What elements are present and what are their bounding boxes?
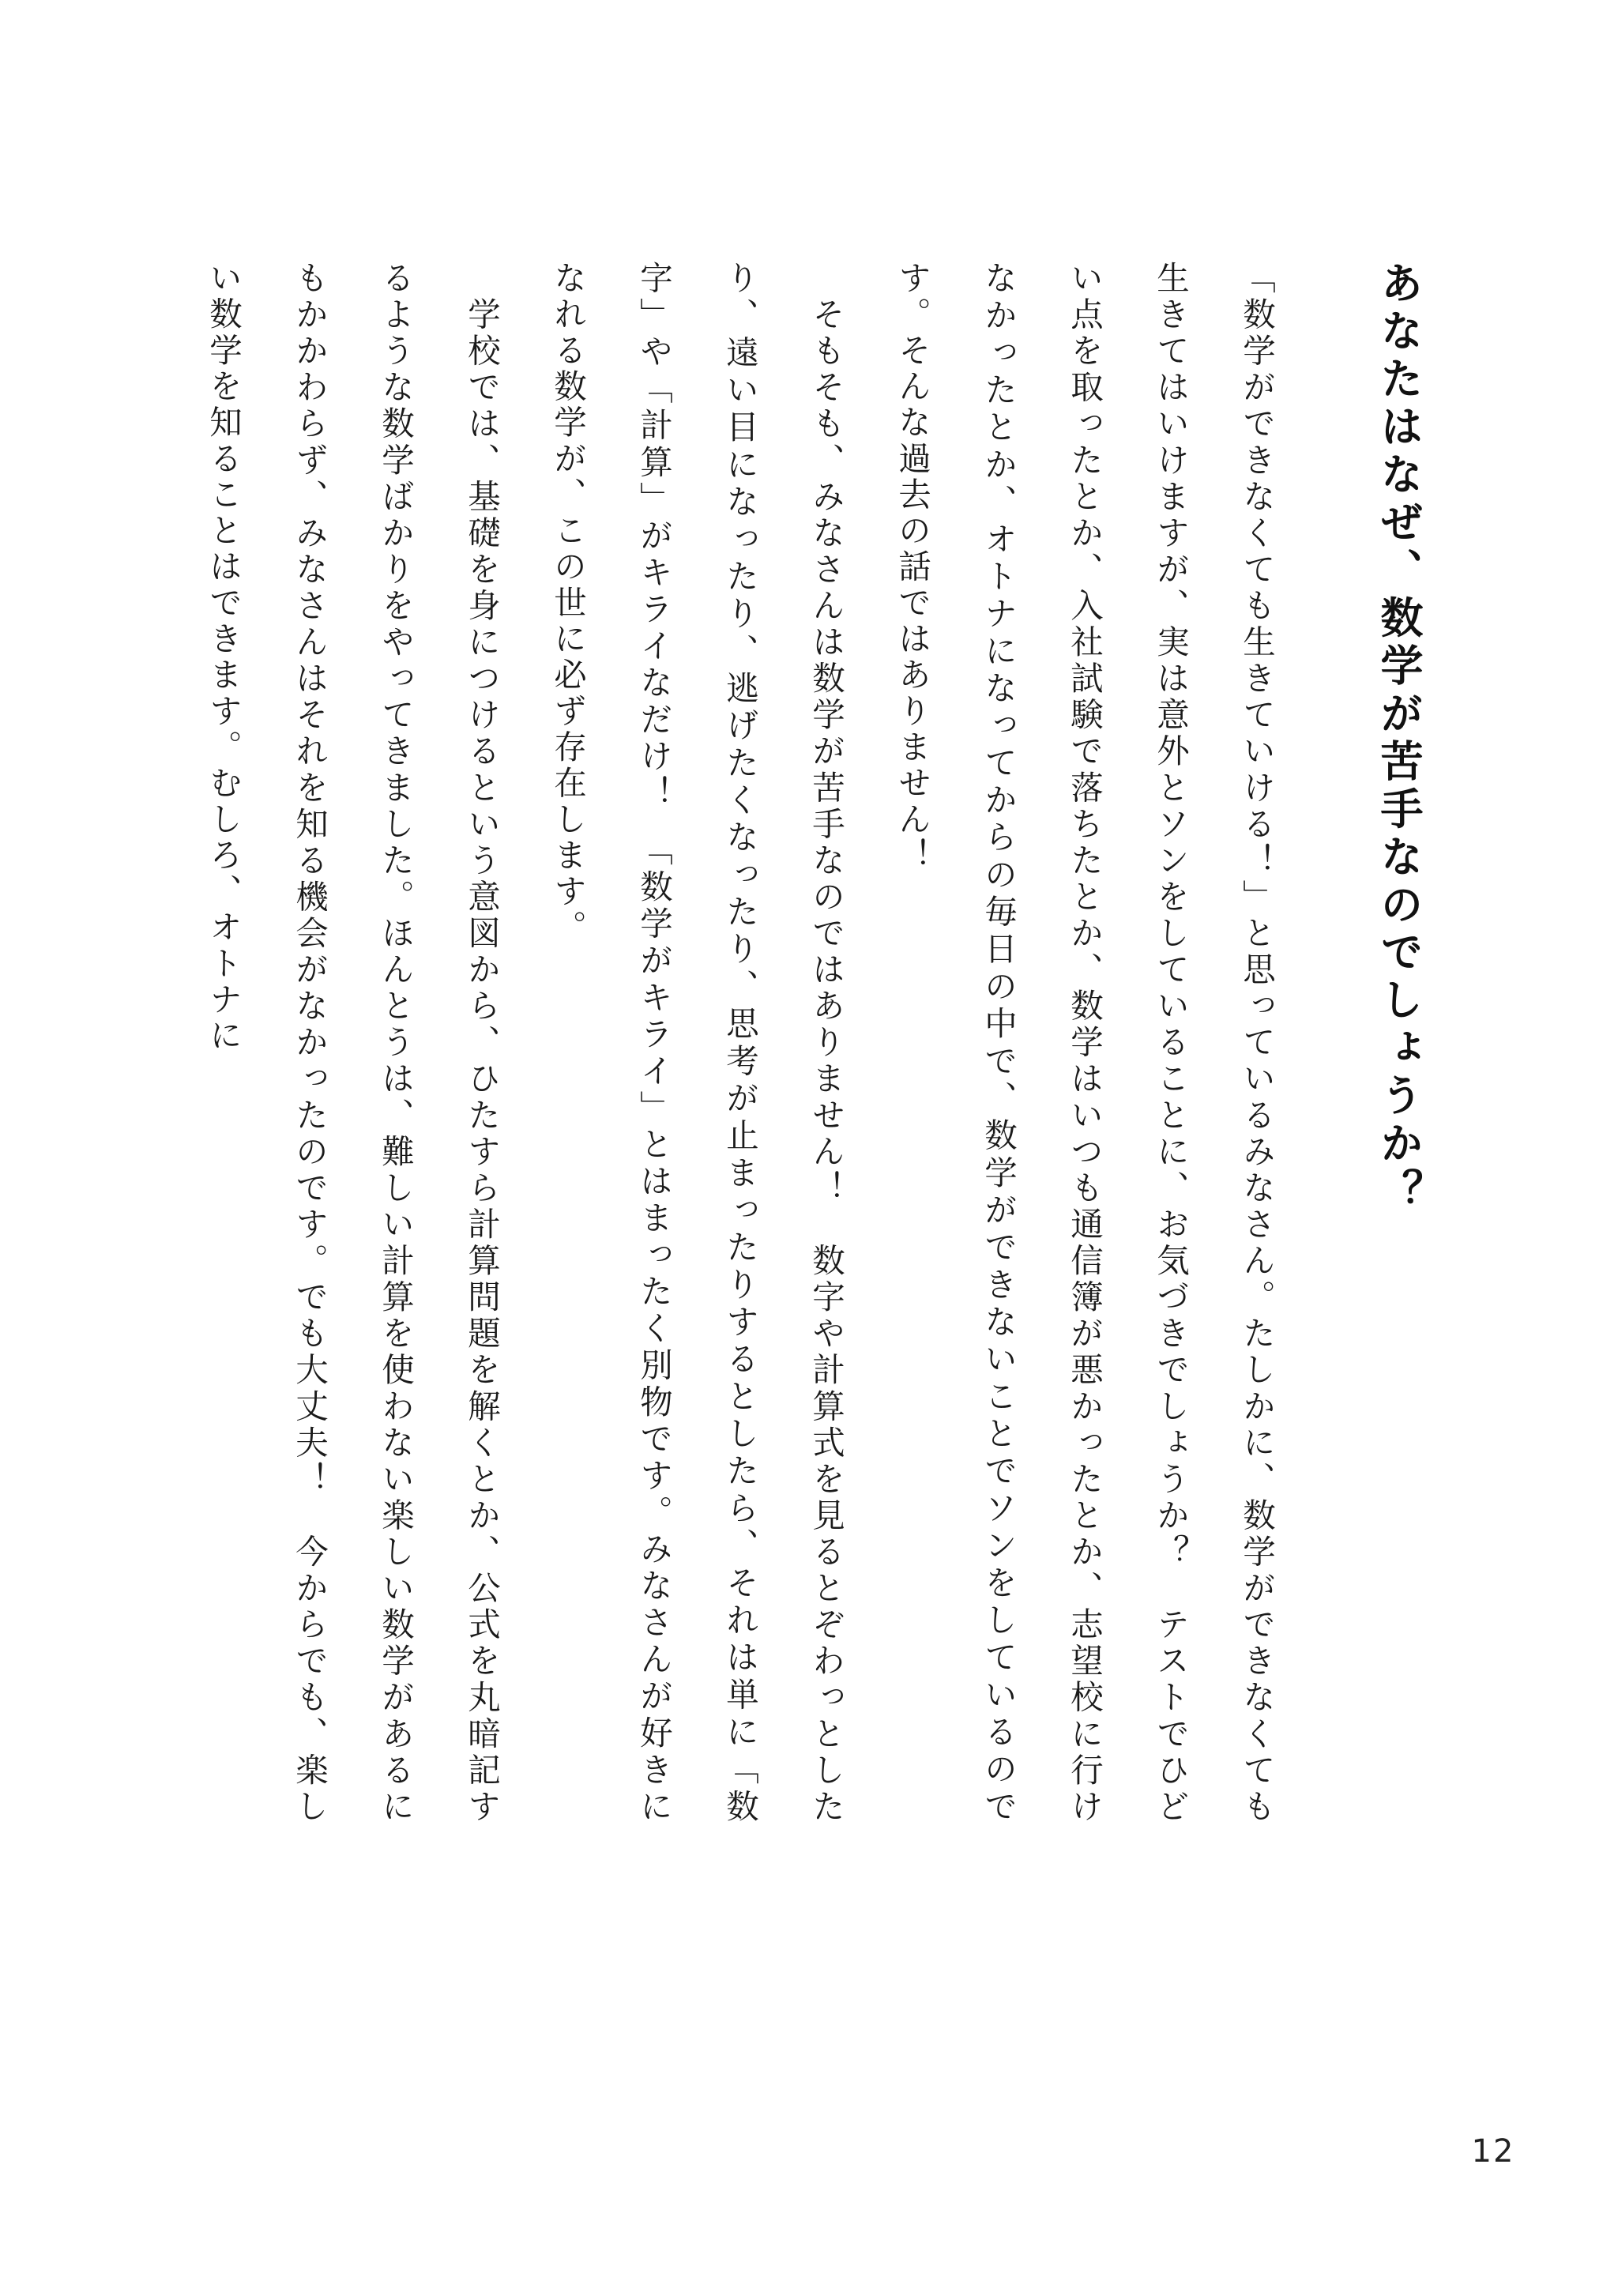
page-title: あなたはなぜ、数学が苦手なのでしょうか？ <box>1374 261 1424 1217</box>
paragraph-1: 「数学ができなくても生きていける！」と思っているみなさん。たしかに、数学ができなくても生きてはいけますが、実は意外とソンをしていることに、お気づきでしょうか？ テストでひどい点を取ったとか、入社試験で落ちたとか、数学はいつも通信簿が悪かったとか、志望校に行けなかったとか、オトナになってからの毎日の中で、数学ができないことでソンをしているのです。そんな過去の話ではありません！ <box>893 261 1276 1825</box>
vertical-text-block <box>178 261 1442 1825</box>
paragraph-3: 学校では、基礎を身につけるという意図から、ひたすら計算問題を解くとか、公式を丸暗記するような数学ばかりをやってきました。ほんとうは、難しい計算を使わない楽しい数学があるにもかかわらず、みなさんはそれを知る機会がなかったのです。でも大丈夫！ 今からでも、楽しい数学を知ることはできます。むしろ、オトナに <box>204 261 501 1825</box>
paragraph-2: そもそも、みなさんは数学が苦手なのではありません！ 数字や計算式を見るとぞわっとしたり、遠い目になったり、逃げたくなったり、思考が止まったりするとしたら、それは単に「数字」や「計算」がキライなだけ！ 「数学がキライ」とはまったく別物です。みなさんが好きになれる数学が、この世に必ず存在します。 <box>548 261 845 1825</box>
body-text <box>180 261 1300 1825</box>
page-number: 12 <box>1471 2133 1515 2170</box>
